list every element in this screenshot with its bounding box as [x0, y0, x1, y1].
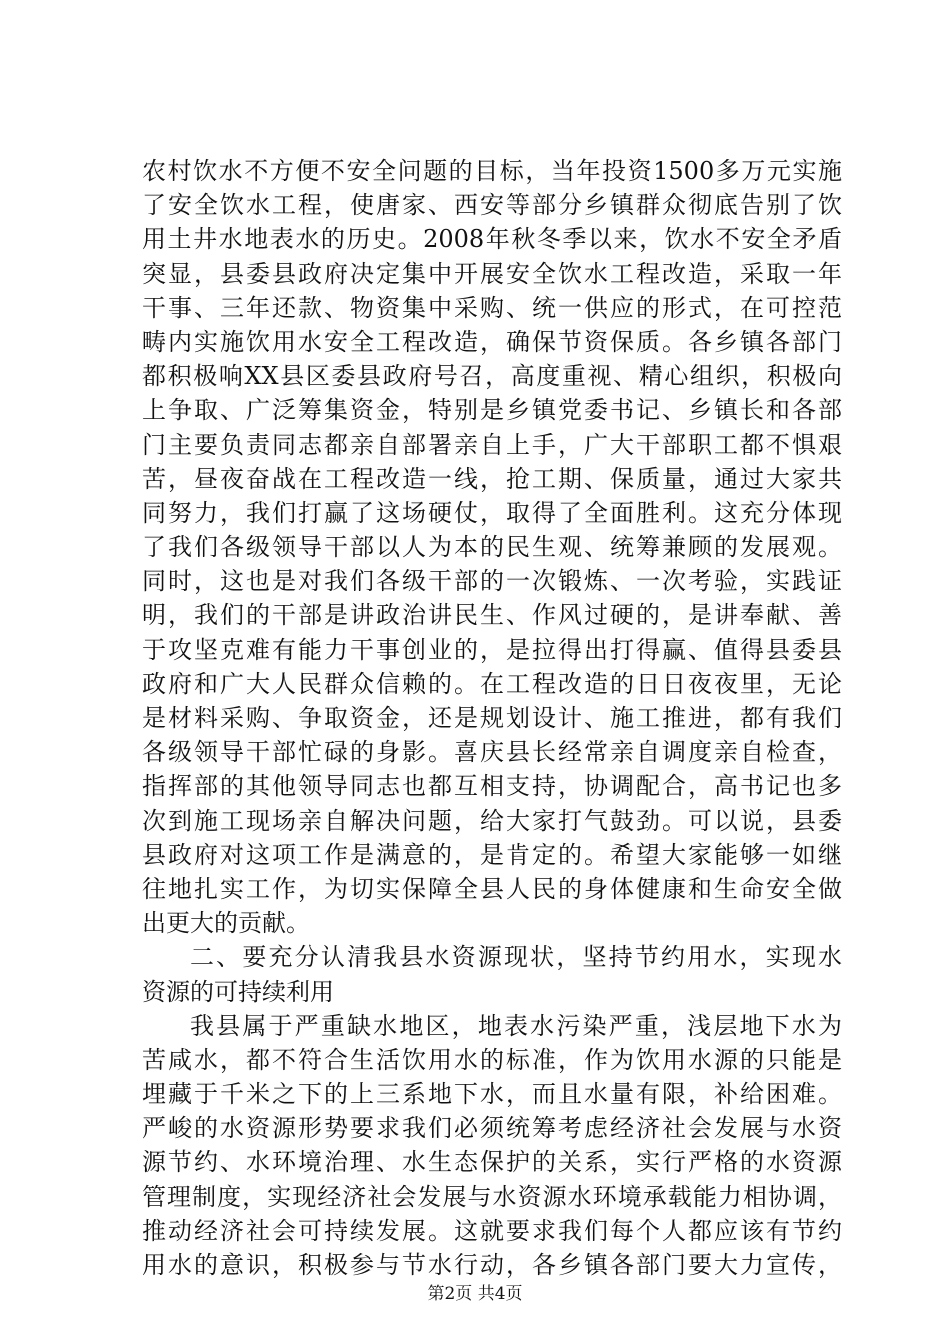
paragraph-line: 次到施工现场亲自解决问题，给大家打气鼓劲。可以说，县委 [142, 806, 842, 835]
paragraph-line: 了安全饮水工程，使唐家、西安等部分乡镇群众彻底告别了饮 [142, 191, 842, 220]
paragraph-line: 同努力，我们打赢了这场硬仗，取得了全面胜利。这充分体现 [142, 498, 842, 527]
paragraph-line: 明，我们的干部是讲政治讲民生、作风过硬的，是讲奉献、善 [142, 601, 842, 630]
document-body [142, 154, 842, 1282]
paragraph-line: 出更大的贡献。 [142, 909, 310, 938]
paragraph-line: 管理制度，实现经济社会发展与水资源水环境承载能力相协调， [142, 1182, 842, 1211]
paragraph-line: 政府和广大人民群众信赖的。在工程改造的日日夜夜里，无论 [142, 669, 842, 698]
paragraph-line: 了我们各级领导干部以人为本的民生观、统筹兼顾的发展观。 [142, 533, 842, 562]
page-number-footer: 第2页 共4页 [427, 1284, 523, 1304]
paragraph-line: 同时，这也是对我们各级干部的一次锻炼、一次考验，实践证 [142, 567, 842, 596]
paragraph-line: 用水的意识，积极参与节水行动，各乡镇各部门要大力宣传， [142, 1251, 842, 1279]
paragraph-line: 突显，县委县政府决定集中开展安全饮水工程改造，采取一年 [142, 259, 842, 288]
paragraph-line: 县政府对这项工作是满意的，是肯定的。希望大家能够一如继 [142, 840, 842, 869]
paragraph-line: 畴内实施饮用水安全工程改造，确保节资保质。各乡镇各部门 [142, 327, 842, 356]
paragraph-line: 苦，昼夜奋战在工程改造一线，抢工期、保质量，通过大家共 [142, 464, 842, 493]
paragraph-line: 干事、三年还款、物资集中采购、统一供应的形式，在可控范 [142, 293, 842, 322]
paragraph-line: 严峻的水资源形势要求我们必须统筹考虑经济社会发展与水资 [142, 1114, 842, 1143]
paragraph-line: 用土井水地表水的历史。2008年秋冬季以来，饮水不安全矛盾 [142, 225, 842, 254]
section-heading-line: 资源的可持续利用 [142, 977, 334, 1006]
paragraph-line: 农村饮水不方便不安全问题的目标，当年投资1500多万元实施 [142, 157, 842, 185]
paragraph-line: 埋藏于千米之下的上三系地下水，而且水量有限，补给困难。 [142, 1080, 842, 1109]
paragraph-line: 于攻坚克难有能力干事创业的，是拉得出打得赢、值得县委县 [142, 635, 842, 664]
paragraph-line: 苦咸水，都不符合生活饮用水的标准，作为饮用水源的只能是 [142, 1045, 842, 1074]
paragraph-line: 是材料采购、争取资金，还是规划设计、施工推进，都有我们 [142, 704, 842, 732]
section-heading-line: 二、要充分认清我县水资源现状，坚持节约用水，实现水 [190, 943, 842, 972]
paragraph-line: 源节约、水环境治理、水生态保护的关系，实行严格的水资源 [142, 1148, 842, 1177]
paragraph-line: 上争取、广泛筹集资金，特别是乡镇党委书记、乡镇长和各部 [142, 396, 842, 425]
paragraph-line: 都积极响XX县区委县政府号召，高度重视、精心组织，积极向 [142, 362, 842, 391]
paragraph-line: 往地扎实工作，为切实保障全县人民的身体健康和生命安全做 [142, 874, 842, 903]
paragraph-line: 门主要负责同志都亲自部署亲自上手，广大干部职工都不惧艰 [142, 430, 842, 459]
paragraph-line: 各级领导干部忙碌的身影。喜庆县长经常亲自调度亲自检查， [142, 738, 842, 767]
paragraph-line: 指挥部的其他领导同志也都互相支持，协调配合，高书记也多 [142, 772, 842, 801]
paragraph-line: 推动经济社会可持续发展。这就要求我们每个人都应该有节约 [142, 1216, 842, 1245]
paragraph-line: 我县属于严重缺水地区，地表水污染严重，浅层地下水为 [190, 1011, 842, 1040]
